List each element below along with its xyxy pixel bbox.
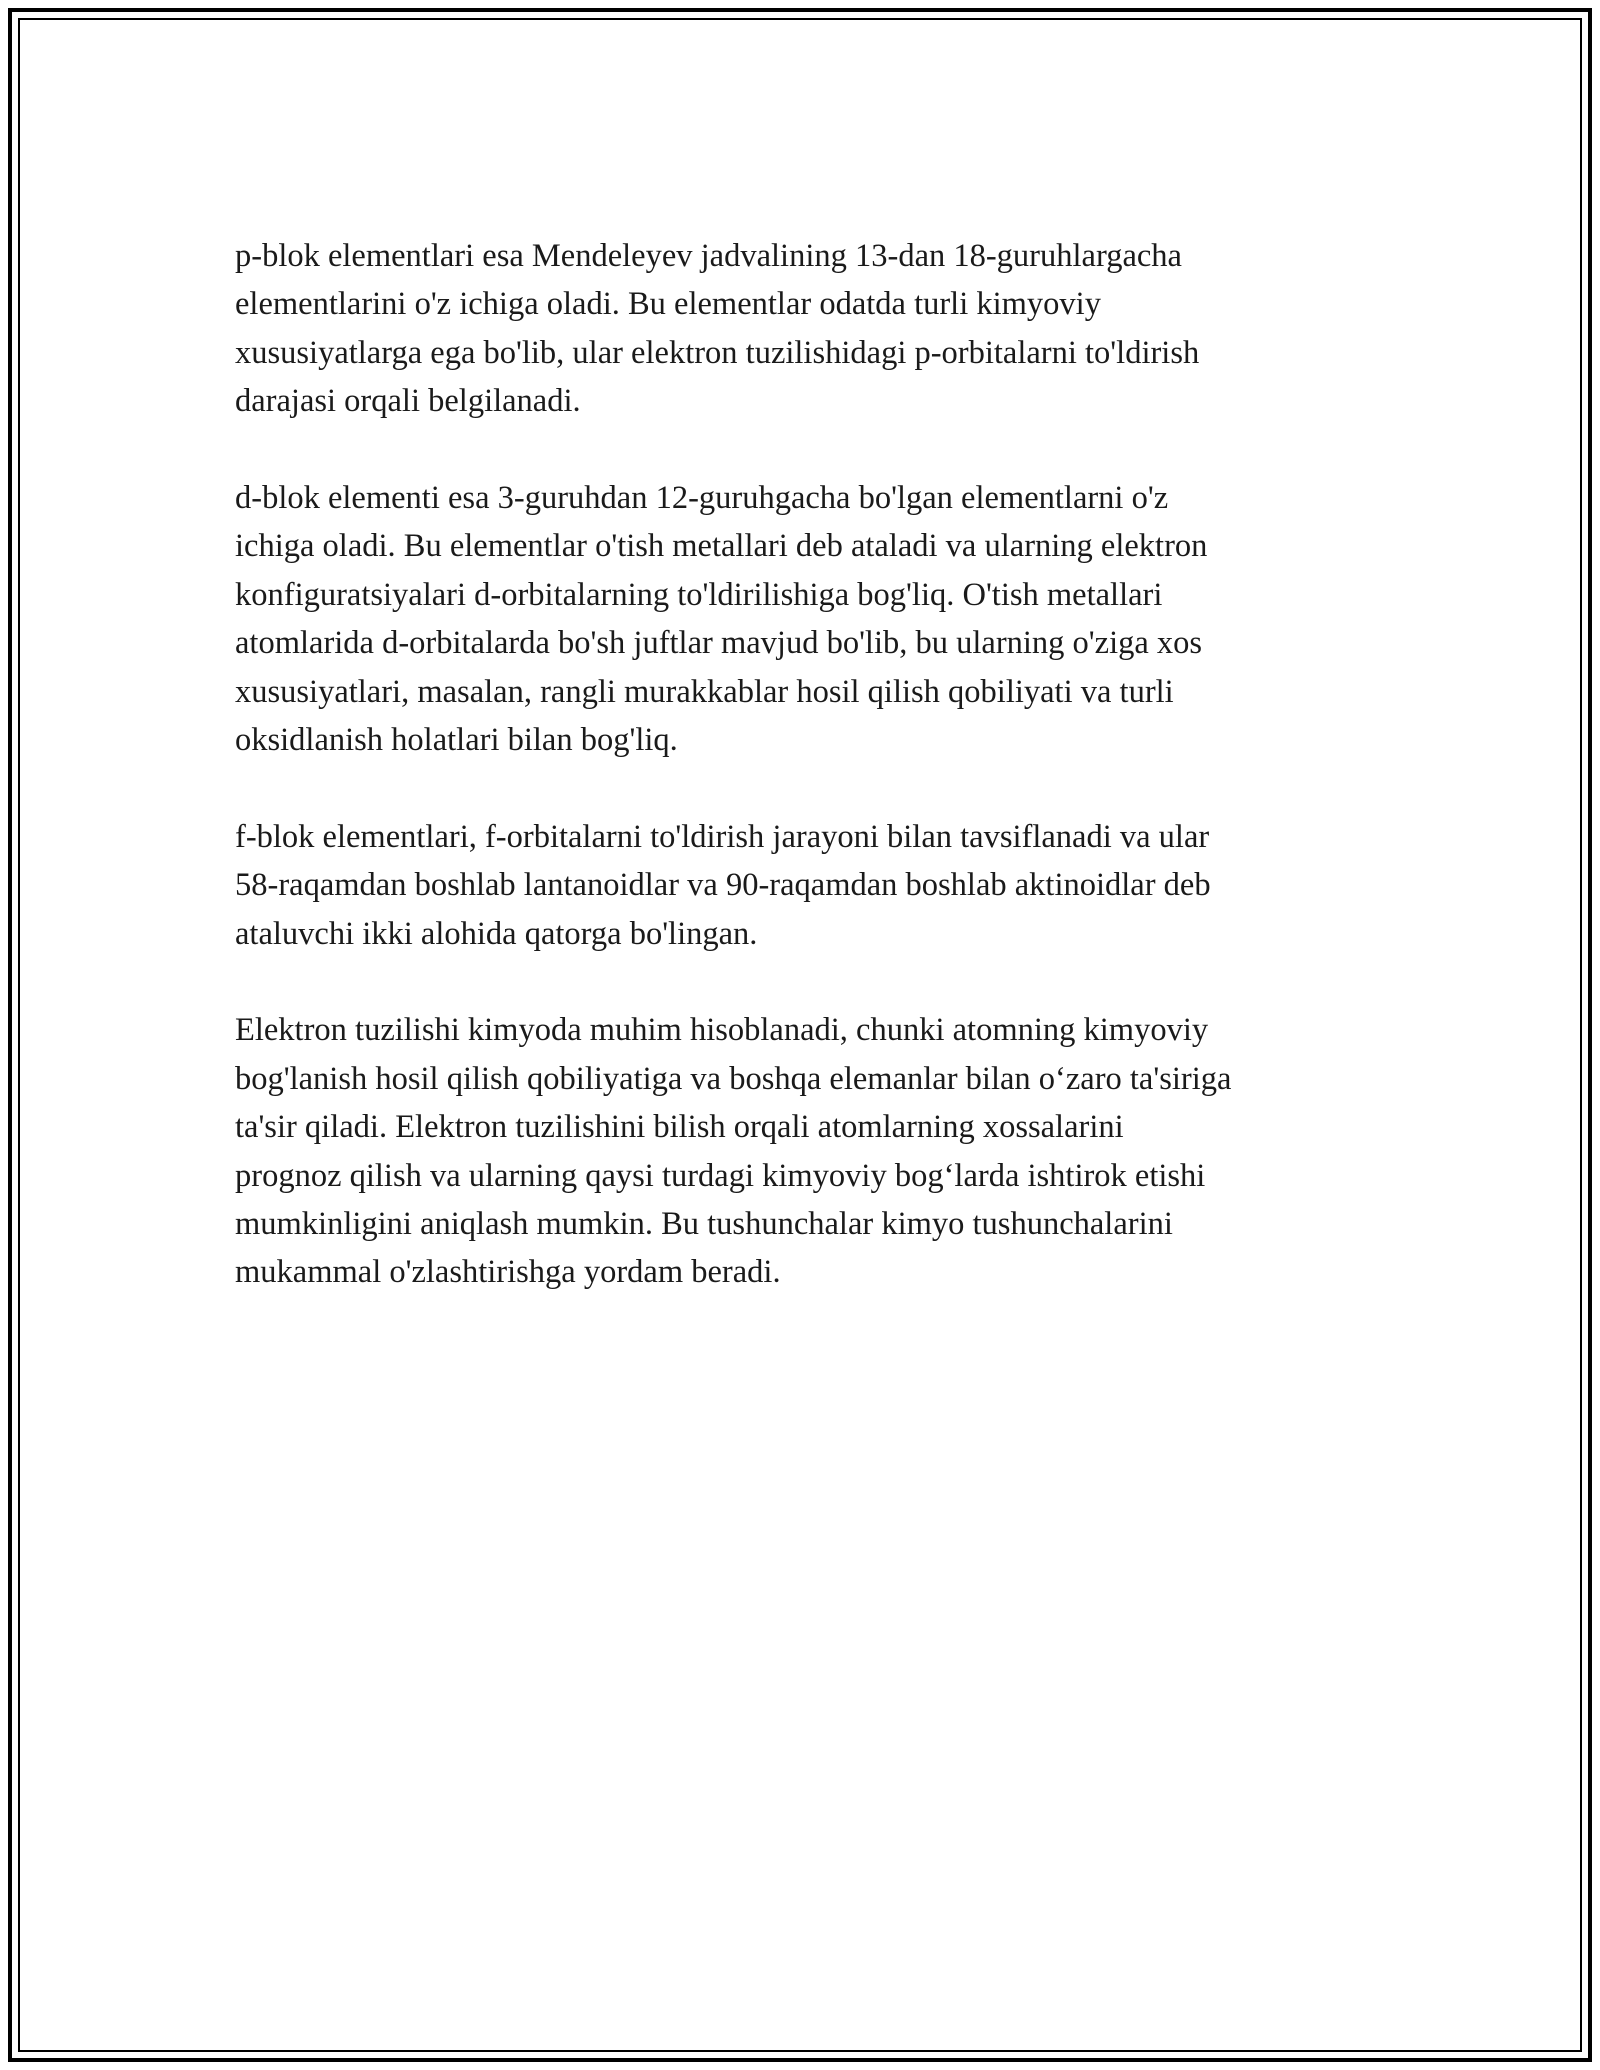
text-line: 58-raqamdan boshlab lantanoidlar va 90-raqamdan boshlab aktinoidlar deb <box>235 867 1211 904</box>
text-line: ta'sir qiladi. Elektron tuzilishini bilish orqali atomlarning xossalarini <box>235 1109 1124 1146</box>
text-line: darajasi orqali belgilanadi. <box>235 383 581 420</box>
text-line: elementlarini o'z ichiga oladi. Bu elementlar odatda turli kimyoviy <box>235 286 1101 323</box>
text-line: bog'lanish hosil qilish qobiliyatiga va boshqa elemanlar bilan o‘zaro ta'siriga <box>235 1060 1232 1097</box>
text-line: xususiyatlarga ega bo'lib, ular elektron tuzilishidagi p-orbitalarni to'ldirish <box>235 334 1200 371</box>
text-line: d-blok elementi esa 3-guruhdan 12-guruhgacha bo'lgan elementlarni o'z <box>235 480 1169 517</box>
text-line: prognoz qilish va ularning qaysi turdagi kimyoviy bog‘larda ishtirok etishi <box>235 1157 1206 1194</box>
text-line: mukammal o'zlashtirishga yordam beradi. <box>235 1254 781 1291</box>
paragraph-p-block <box>235 232 1395 426</box>
paragraph-d-block <box>235 474 1395 764</box>
text-line: xususiyatlari, masalan, rangli murakkablar hosil qilish qobiliyati va turli <box>235 673 1174 710</box>
paragraph-f-block <box>235 813 1395 958</box>
text-line: ichiga oladi. Bu elementlar o'tish metallari deb ataladi va ularning elektron <box>235 528 1208 565</box>
document-body <box>235 232 1395 1345</box>
paragraph-electron-structure <box>235 1006 1395 1296</box>
text-line: oksidlanish holatlari bilan bog'liq. <box>235 722 678 759</box>
text-line: mumkinligini aniqlash mumkin. Bu tushunchalar kimyo tushunchalarini <box>235 1206 1173 1243</box>
text-line: ataluvchi ikki alohida qatorga bo'lingan. <box>235 915 758 952</box>
text-line: f-blok elementlari, f-orbitalarni to'ldirish jarayoni bilan tavsiflanadi va ular <box>235 818 1210 855</box>
text-line: atomlarida d-orbitalarda bo'sh juftlar mavjud bo'lib, bu ularning o'ziga xos <box>235 625 1203 662</box>
text-line: Elektron tuzilishi kimyoda muhim hisoblanadi, chunki atomning kimyoviy <box>235 1012 1209 1049</box>
text-line: konfiguratsiyalari d-orbitalarning to'ldirilishiga bog'liq. O'tish metallari <box>235 576 1163 613</box>
text-line: p-blok elementlari esa Mendeleyev jadvalining 13-dan 18-guruhlargacha <box>235 238 1182 274</box>
